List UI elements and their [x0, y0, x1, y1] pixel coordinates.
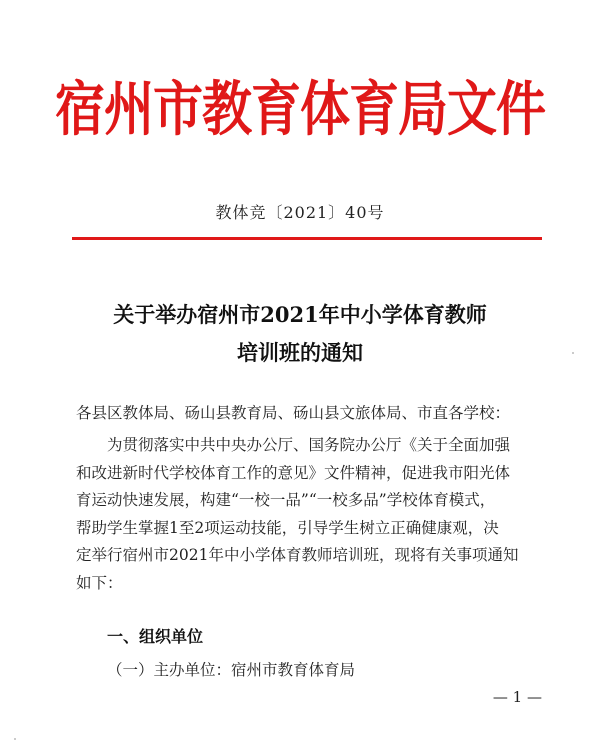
notice-title — [0, 296, 600, 372]
subsection-host-unit: （一）主办单位：宿州市教育体育局 — [107, 661, 356, 679]
salutation: 各县区教体局、砀山县教育局、砀山县文旅体局、市直各学校： — [76, 404, 511, 422]
body-line: 育运动快速发展，构建“一校一品”“一校多品”学校体育模式， — [76, 491, 496, 509]
body-line: 和改进新时代学校体育工作的意见》文件精神，促进我市阳光体 — [76, 463, 511, 482]
header-divider — [72, 237, 542, 240]
scan-speck — [572, 352, 574, 354]
notice-title-line-2: 培训班的通知 — [237, 340, 363, 365]
document-header-title: 宿州市教育体育局文件 — [55, 75, 545, 144]
page-number: — 1 — — [492, 688, 542, 706]
body-paragraph — [76, 432, 546, 597]
scan-speck — [14, 738, 16, 740]
notice-title-line-1: 关于举办宿州市2021年中小学体育教师 — [113, 302, 487, 327]
section-heading-organization: 一、组织单位 — [107, 627, 204, 646]
body-line: 定举行宿州市2021年中小学体育教师培训班，现将有关事项通知 — [76, 546, 519, 564]
body-line: 帮助学生掌握1至2项运动技能，引导学生树立正确健康观，决 — [76, 518, 499, 537]
body-line: 为贯彻落实中共中央办公厅、国务院办公厅《关于全面加强 — [107, 436, 511, 454]
body-line: 如下： — [76, 573, 123, 592]
document-number: 教体竞〔2021〕40号 — [215, 203, 385, 222]
